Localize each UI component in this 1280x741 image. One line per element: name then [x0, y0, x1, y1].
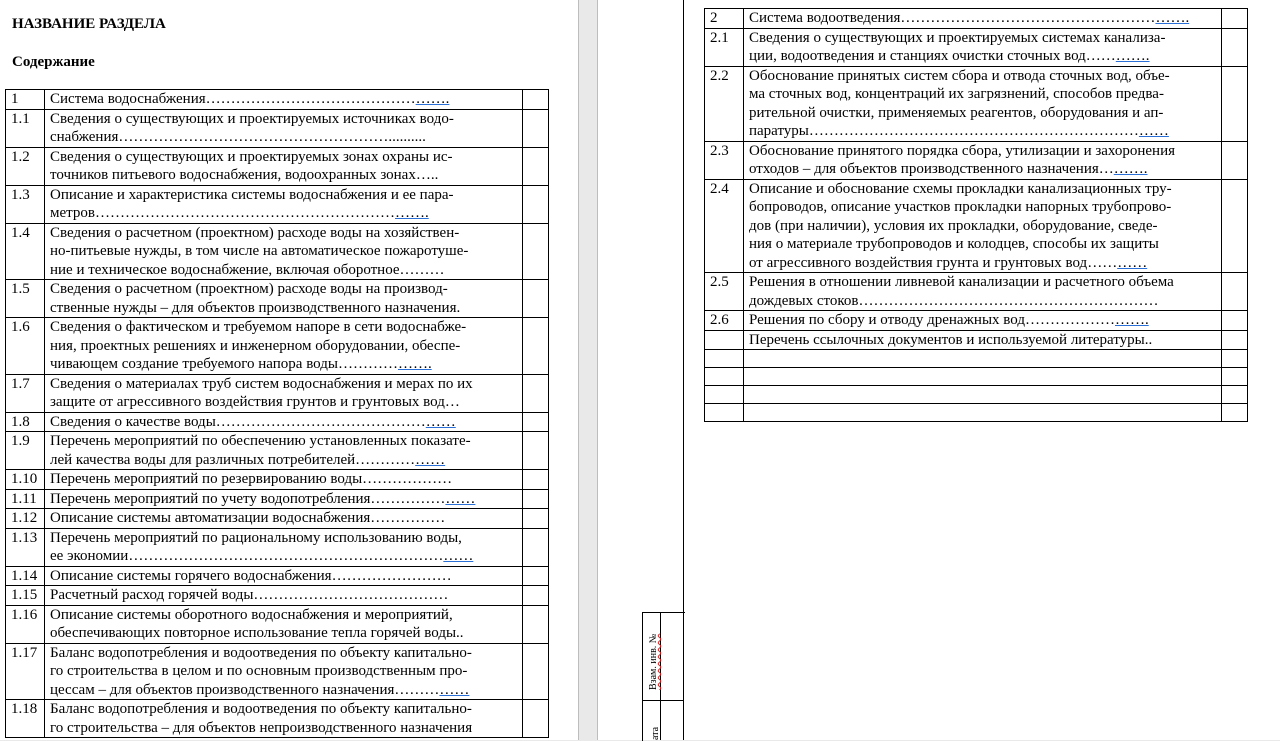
toc-row-page-cell [523, 432, 549, 470]
toc-row-title [45, 432, 523, 470]
toc-title-line: …… [425, 413, 456, 430]
toc-empty-cell [1222, 404, 1248, 422]
toc-row[interactable] [6, 586, 549, 606]
toc-title-line: паратуры………………………………………………………… [749, 123, 1139, 139]
toc-row-number: 1.13 [6, 528, 45, 566]
toc-row[interactable] [6, 432, 549, 470]
toc-title-line: …… [1117, 254, 1148, 271]
toc-row-page-cell [1222, 273, 1248, 311]
toc-row-title [744, 311, 1222, 331]
toc-row[interactable] [6, 185, 549, 223]
toc-row-page-cell [523, 185, 549, 223]
toc-row-title [45, 223, 523, 280]
toc-empty-cell [1222, 350, 1248, 368]
toc-title-line: обеспечивающих повторное использование тепла горячей воды.. [50, 625, 464, 641]
toc-title-line: но-питьевые нужды, в том числе на автоматическое пожаротуше- [50, 243, 469, 259]
toc-title-line: Баланс водопотребления и водоотведения по объекту капитально- [50, 644, 472, 661]
toc-title-line: …… [439, 681, 470, 698]
toc-title-line: отходов – для объектов производственного назначения… [749, 161, 1114, 177]
toc-row-title [744, 273, 1222, 311]
toc-row-page-cell [523, 643, 549, 700]
toc-empty-cell [1222, 386, 1248, 404]
toc-row-title [45, 185, 523, 223]
toc-title-line: Сведения о существующих и проектируемых источниках водо- [50, 110, 454, 127]
toc-row-title [45, 470, 523, 490]
toc-title-line: ……. [397, 356, 432, 372]
toc-title-line: …… [415, 451, 446, 468]
toc-title-line: бопроводов, описание участков прокладки напорных трубопрово- [749, 199, 1172, 215]
toc-row-page-cell [523, 509, 549, 529]
toc-title-line: Сведения о качестве воды…………………………………… [50, 413, 426, 430]
toc-row-page-cell [523, 147, 549, 185]
toc-title-line: ……. [1155, 10, 1190, 26]
toc-title-line: ния о материале трубопроводов и колодцев, способы их защиты [749, 236, 1159, 252]
toc-row-title [45, 586, 523, 606]
toc-row-page-cell [1222, 28, 1248, 66]
toc-title-line: ……. [415, 91, 450, 107]
toc-row-number: 1.2 [6, 147, 45, 185]
toc-row[interactable] [6, 109, 549, 147]
toc-row-page-cell [1222, 141, 1248, 179]
toc-row-number: 1.16 [6, 605, 45, 643]
toc-title-line: Сведения о фактическом и требуемом напоре в сети водоснабже- [50, 319, 467, 335]
toc-row-page-cell [523, 528, 549, 566]
toc-row-number: 2.2 [705, 66, 744, 141]
toc-row-number: 1.14 [6, 566, 45, 586]
toc-empty-cell [1222, 368, 1248, 386]
toc-table-left [5, 89, 549, 738]
toc-title-line: Расчетный расход горячей воды………………………………… [50, 587, 449, 603]
toc-title-line: Сведения о расчетном (проектном) расходе воды на хозяйствен- [50, 224, 460, 241]
toc-row-number: 1.3 [6, 185, 45, 223]
toc-row-number: 2 [705, 9, 744, 29]
toc-row-title [45, 280, 523, 318]
toc-empty-row [705, 386, 1248, 404]
toc-row[interactable] [6, 470, 549, 490]
toc-row-page-cell [1222, 179, 1248, 273]
contents-heading: Содержание [12, 54, 95, 70]
toc-row-page-cell [1222, 330, 1248, 350]
toc-row-number: 2.3 [705, 141, 744, 179]
toc-row-page-cell [523, 223, 549, 280]
toc-title-line: Решения в отношении ливневой канализации и расчетного объема [749, 274, 1174, 290]
toc-title-line: ма сточных вод, концентраций их загрязнений, способов предва- [749, 86, 1164, 102]
toc-row[interactable] [6, 643, 549, 700]
toc-title-line: от агрессивного воздействия грунта и грунтовых вод…… [749, 254, 1118, 271]
toc-title-line: ния, проектных решениях и инженерном оборудовании, обеспе- [50, 337, 461, 354]
toc-row-number: 1.6 [6, 318, 45, 375]
toc-row-page-cell [1222, 311, 1248, 331]
toc-title-line: рительной очистки, применяемых реагентов, оборудования и ап- [749, 104, 1164, 121]
toc-row-number: 1.7 [6, 374, 45, 412]
toc-empty-cell [744, 386, 1222, 404]
toc-row-number: 1.4 [6, 223, 45, 280]
toc-title-line: ……. [1113, 161, 1148, 177]
toc-row-title [45, 489, 523, 509]
toc-row[interactable] [6, 566, 549, 586]
toc-row-number [705, 330, 744, 350]
toc-row-page-cell [523, 90, 549, 110]
toc-empty-cell [744, 404, 1222, 422]
toc-title-line: Сведения о существующих и проектируемых системах канализа- [749, 29, 1166, 46]
toc-row[interactable] [705, 311, 1248, 331]
toc-row-page-cell [523, 374, 549, 412]
toc-row-title [45, 147, 523, 185]
toc-title-line: Сведения о материалах труб систем водоснабжения и мерах по их [50, 375, 473, 392]
toc-title-line: Перечень ссылочных документов и используемой литературы.. [749, 331, 1153, 348]
toc-title-line: дов (при наличии), условия их прокладки, оборудование, сведе- [749, 217, 1158, 234]
toc-row-title [45, 700, 523, 738]
toc-row[interactable] [705, 330, 1248, 350]
toc-row-title [744, 9, 1222, 29]
toc-row-number: 2.1 [705, 28, 744, 66]
toc-row-title [45, 109, 523, 147]
toc-title-line: цессам – для объектов производственного назначения……… [50, 681, 440, 698]
stamp-label-replacement-inv: Взам. инв. № [648, 633, 659, 690]
toc-title-line: метров…………………………………………………… [50, 205, 395, 221]
toc-title-line: Описание системы горячего водоснабжения…………………… [50, 567, 452, 584]
toc-row-number: 1.11 [6, 489, 45, 509]
toc-title-line: ственные нужды – для объектов производственного назначения. [50, 299, 461, 316]
toc-row-number: 1.5 [6, 280, 45, 318]
toc-title-line: ……. [394, 205, 429, 221]
toc-row-number: 2.5 [705, 273, 744, 311]
stamp-label-date: ата [650, 726, 661, 740]
toc-row-title [45, 605, 523, 643]
toc-empty-cell [705, 404, 744, 422]
toc-row-title [744, 66, 1222, 141]
toc-row-title [45, 318, 523, 375]
toc-row[interactable] [705, 9, 1248, 29]
toc-row-page-cell [523, 318, 549, 375]
toc-empty-row [705, 368, 1248, 386]
toc-row-page-cell [523, 109, 549, 147]
toc-row[interactable] [6, 509, 549, 529]
toc-title-line: Перечень мероприятий по учету водопотребления…………… [50, 490, 446, 507]
section-heading: НАЗВАНИЕ РАЗДЕЛА [12, 16, 166, 32]
toc-empty-cell [744, 350, 1222, 368]
toc-row-number: 1.10 [6, 470, 45, 490]
toc-row-number: 1.1 [6, 109, 45, 147]
toc-title-line: го строительства – для объектов непроизводственного назначения [50, 719, 473, 736]
toc-row-number: 1.8 [6, 412, 45, 432]
toc-empty-row [705, 404, 1248, 422]
toc-title-line: ции, водоотведения и станциях очистки сточных вод…… [749, 48, 1116, 64]
toc-row[interactable] [705, 28, 1248, 66]
toc-row-title [744, 179, 1222, 273]
toc-title-line: ……. [1114, 312, 1149, 328]
toc-title-line: …… [1138, 123, 1169, 139]
toc-row-page-cell [523, 605, 549, 643]
toc-row-title [45, 566, 523, 586]
toc-row[interactable] [705, 66, 1248, 141]
toc-title-line: чивающем создание требуемого напора воды………… [50, 356, 398, 372]
toc-row-title [744, 330, 1222, 350]
toc-title-line: защите от агрессивного воздействия грунтов и грунтовых вод… [50, 394, 460, 410]
toc-row-title [45, 412, 523, 432]
toc-title-line: Перечень мероприятий по обеспечению установленных показате- [50, 433, 471, 449]
toc-row-title [45, 643, 523, 700]
toc-title-line: Перечень мероприятий по рациональному использованию воды, [50, 529, 462, 546]
toc-title-line: Обоснование принятого порядка сбора, утилизации и захоронения [749, 142, 1175, 159]
toc-row-title [45, 509, 523, 529]
toc-row-title [45, 528, 523, 566]
toc-title-line: ее экономии……………………………………………………… [50, 548, 444, 564]
toc-row-page-cell [1222, 66, 1248, 141]
toc-title-line: Сведения о существующих и проектируемых зонах охраны ис- [50, 148, 453, 165]
toc-title-line: го строительства в целом и по основным производственным про- [50, 663, 468, 679]
toc-row[interactable] [6, 605, 549, 643]
toc-row-page-cell [1222, 9, 1248, 29]
toc-empty-cell [705, 368, 744, 386]
toc-row[interactable] [705, 273, 1248, 311]
toc-title-line: Описание и характеристика системы водоснабжения и ее пара- [50, 186, 454, 203]
toc-table-right [704, 8, 1248, 422]
toc-title-line: Сведения о расчетном (проектном) расходе воды на производ- [50, 281, 448, 297]
toc-title-line: Обоснование принятых систем сбора и отвода сточных вод, объе- [749, 67, 1170, 84]
toc-title-line: ……. [1115, 48, 1150, 64]
toc-row-page-cell [523, 470, 549, 490]
toc-row[interactable] [6, 489, 549, 509]
toc-row-title [45, 90, 523, 110]
toc-title-line: Описание системы автоматизации водоснабжения…………… [50, 510, 446, 526]
toc-empty-row [705, 350, 1248, 368]
toc-row-page-cell [523, 412, 549, 432]
toc-row-page-cell [523, 586, 549, 606]
toc-title-line: дождевых стоков…………………………………………………… [749, 292, 1159, 309]
stamp-separator [642, 700, 684, 701]
toc-empty-cell [705, 386, 744, 404]
toc-row-number: 2.6 [705, 311, 744, 331]
toc-row[interactable] [6, 280, 549, 318]
toc-title-line: Система водоотведения…………………………………………… [749, 10, 1156, 26]
stamp-divider [660, 612, 661, 740]
toc-row-number: 1.9 [6, 432, 45, 470]
toc-row-title [744, 141, 1222, 179]
toc-row-page-cell [523, 566, 549, 586]
toc-row-number: 2.4 [705, 179, 744, 273]
toc-row-number: 1.18 [6, 700, 45, 738]
toc-row-number: 1.17 [6, 643, 45, 700]
toc-row-title [744, 28, 1222, 66]
toc-empty-cell [744, 368, 1222, 386]
toc-row[interactable] [6, 223, 549, 280]
toc-title-line: ние и техническое водоснабжение, включая оборотное……… [50, 261, 445, 278]
toc-row[interactable] [6, 412, 549, 432]
toc-row[interactable] [6, 90, 549, 110]
toc-row-title [45, 374, 523, 412]
toc-row[interactable] [6, 374, 549, 412]
toc-title-line: лей качества воды для различных потребителей………… [50, 451, 416, 468]
toc-row[interactable] [705, 141, 1248, 179]
toc-title-line: Описание системы оборотного водоснабжения и мероприятий, [50, 606, 453, 623]
toc-row-number: 1 [6, 90, 45, 110]
toc-row-page-cell [523, 489, 549, 509]
toc-row[interactable] [6, 700, 549, 738]
toc-title-line: Решения по сбору и отводу дренажных вод……………… [749, 312, 1115, 328]
toc-row-number: 1.15 [6, 586, 45, 606]
toc-row[interactable] [705, 179, 1248, 273]
toc-title-line: снабжения……………………………………………….......... [50, 129, 426, 145]
toc-row[interactable] [6, 147, 549, 185]
toc-title-line: …… [445, 490, 476, 507]
toc-title-line: Система водоснабжения…………………………………… [50, 91, 416, 107]
toc-title-line: Перечень мероприятий по резервированию воды……………… [50, 471, 453, 487]
toc-title-line: Баланс водопотребления и водоотведения по объекту капитально- [50, 701, 472, 717]
toc-row[interactable] [6, 318, 549, 375]
toc-empty-cell [705, 350, 744, 368]
toc-row-page-cell [523, 700, 549, 738]
toc-title-line: Описание и обоснование схемы прокладки канализационных тру- [749, 180, 1172, 197]
toc-row-page-cell [523, 280, 549, 318]
toc-title-line: точников питьевого водоснабжения, водоохранных зонах….. [50, 167, 439, 183]
toc-title-line: …… [443, 548, 474, 564]
toc-row-number: 1.12 [6, 509, 45, 529]
toc-row[interactable] [6, 528, 549, 566]
